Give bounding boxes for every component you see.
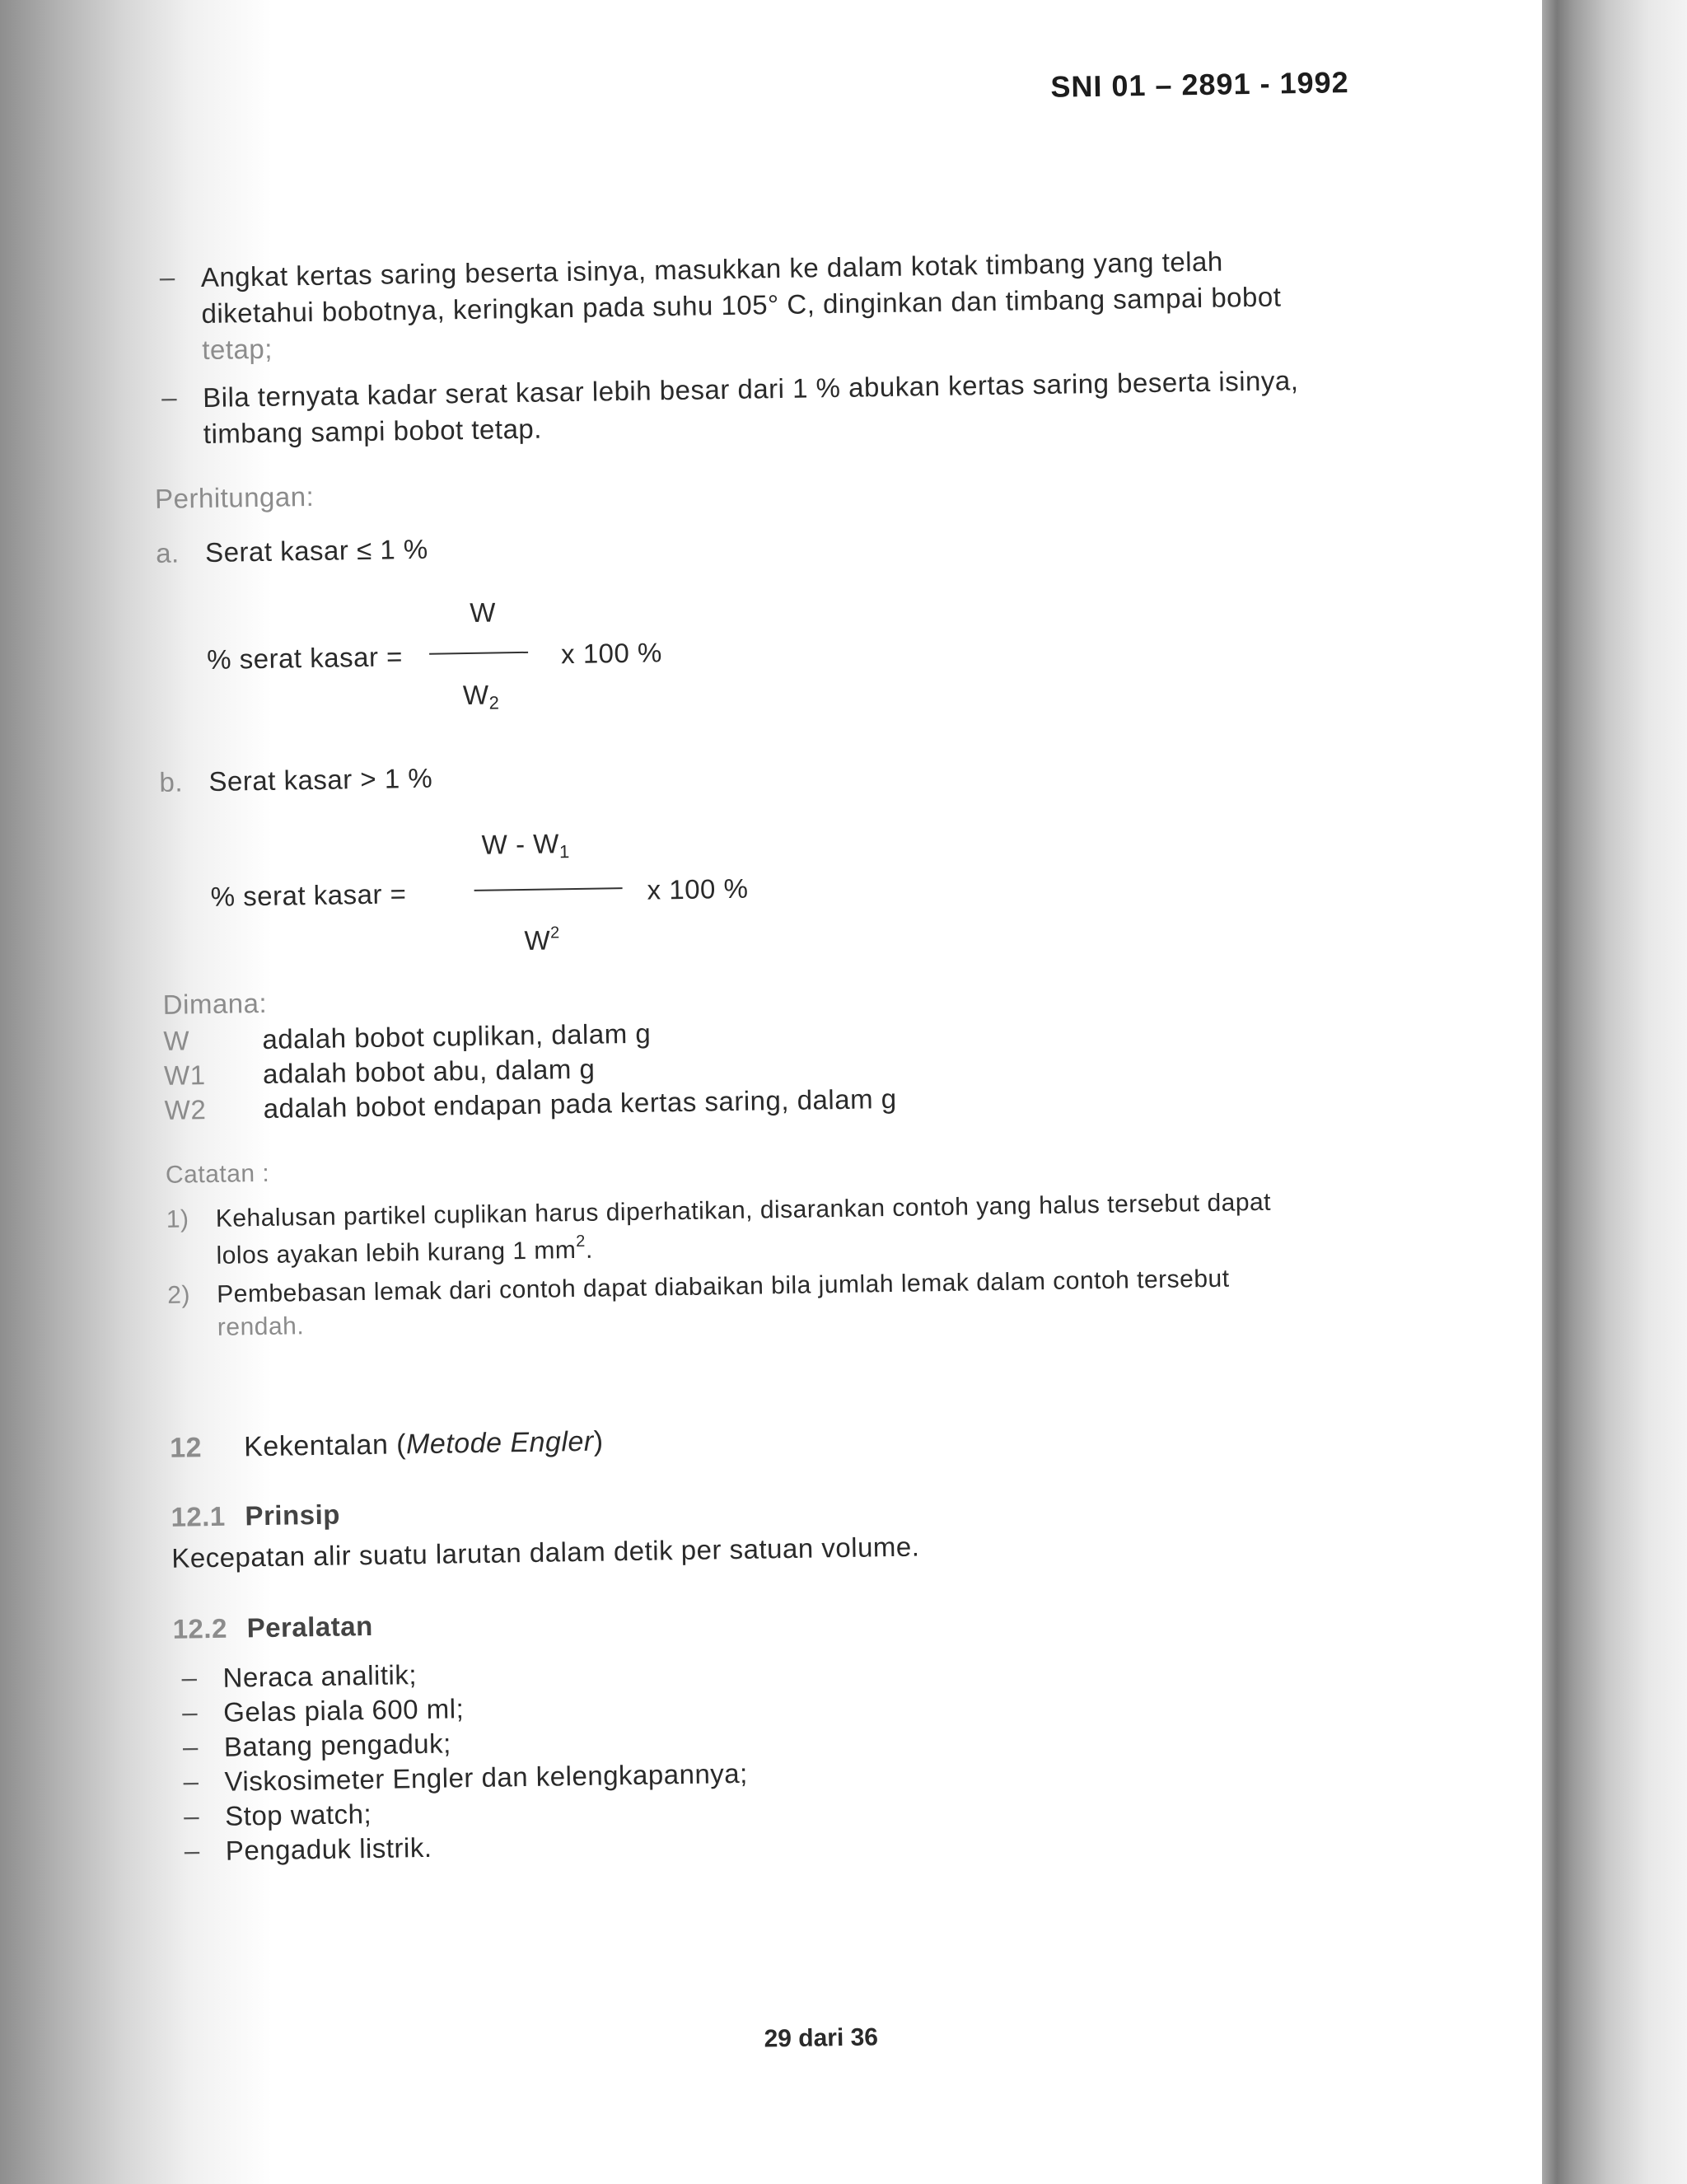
note-marker: 1) [166,1205,189,1233]
dash-bullet: – [159,261,175,292]
document-id-header: SNI 01 – 2891 - 1992 [1050,65,1349,104]
case-a-formula-lhs: % serat kasar = [206,641,404,675]
case-b-multiplier: x 100 % [647,872,749,905]
dash-bullet: – [181,1696,198,1728]
binding-edge [1542,0,1687,2184]
subsection-number: 12.1 [171,1500,227,1532]
dash-bullet: – [161,381,177,413]
where-symbol: W1 [163,1059,206,1091]
subsection-body: Kecepatan alir suatu larutan dalam detik per satuan volume. [171,1531,920,1574]
where-symbol: W2 [164,1094,207,1125]
case-a-marker: a. [155,537,180,568]
note-2-line-2: rendah. [217,1312,305,1341]
dash-bullet: – [182,1731,199,1762]
step-1-line-3: tetap; [201,333,273,366]
case-a-label: Serat kasar ≤ 1 % [204,533,428,568]
note-2-line-1: Pembebasan lemak dari contoh dapat diabaikan bila jumlah lemak dalam contoh tersebut [217,1265,1230,1308]
step-2-line-1: Bila ternyata kadar serat kasar lebih besar dari 1 % abukan kertas saring beserta isinya, [202,365,1299,414]
case-b-marker: b. [159,766,184,797]
subsection-number: 12.2 [172,1612,228,1644]
dash-bullet: – [184,1835,200,1866]
notes-heading: Catatan : [165,1159,270,1189]
equipment-item: Stop watch; [224,1798,372,1831]
calc-heading: Perhitungan: [154,480,315,514]
equipment-item: Pengaduk listrik. [225,1831,432,1866]
note-marker: 2) [167,1281,191,1309]
where-definition: adalah bobot cuplikan, dalam g [262,1017,652,1055]
case-b-numerator: W - $W_1$ [481,828,570,863]
equipment-item: Batang pengaduk; [223,1728,452,1762]
equipment-item: Neraca analitik; [222,1659,418,1693]
where-symbol: W [163,1025,190,1056]
case-b-fraction-bar [474,887,623,891]
section-number: 12 [169,1432,203,1464]
dash-bullet: – [183,1800,199,1831]
section-title: Kekentalan (Metode Engler) [243,1425,604,1463]
dash-bullet: – [181,1662,198,1693]
where-definition: adalah bobot endapan pada kertas saring, dalam g [263,1083,897,1124]
where-definition: adalah bobot abu, dalam g [262,1053,596,1089]
subsection-title: Prinsip [245,1499,341,1532]
where-heading: Dimana: [162,987,268,1020]
note-1-line-1: Kehalusan partikel cuplikan harus diperhatikan, disarankan contoh yang halus tersebut dapat [215,1188,1272,1232]
case-a-multiplier: x 100 % [560,637,663,670]
case-b-denominator: $W^2$ [524,924,560,956]
page-content [148,54,1400,2053]
dash-bullet: – [183,1765,199,1797]
equipment-item: Gelas piala 600 ml; [222,1693,465,1728]
note-1-line-2: lolos ayakan lebih kurang 1 $mm^2$. [216,1232,594,1270]
case-a-fraction-bar [429,652,528,655]
page-number-footer: 29 dari 36 [764,2023,879,2053]
case-b-label: Serat kasar > 1 % [208,762,433,797]
case-a-numerator: W [470,596,497,628]
step-1-line-1: Angkat kertas saring beserta isinya, masukkan ke dalam kotak timbang yang telah [200,246,1224,293]
step-1-line-2: diketahui bobotnya, keringkan pada suhu 105° C, dinginkan dan timbang sampai bobot [201,281,1282,330]
case-b-formula-lhs: % serat kasar = [210,878,407,912]
step-2-line-2: timbang sampi bobot tetap. [203,413,543,450]
equipment-item: Viskosimeter Engler dan kelengkapannya; [224,1757,749,1797]
case-a-denominator: $W_2$ [462,679,500,713]
subsection-title: Peralatan [246,1610,374,1644]
